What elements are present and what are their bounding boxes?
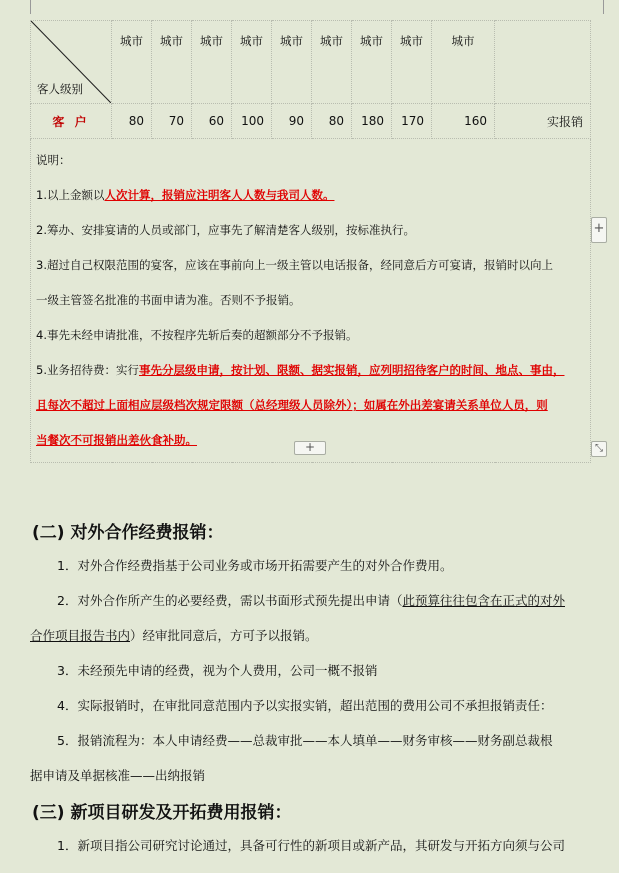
table-resize-handle[interactable]: ⤡ <box>591 441 607 457</box>
city-header[interactable]: 城市 <box>352 21 392 104</box>
add-column-button[interactable]: + <box>591 217 607 243</box>
section-2-item-5-line-1: 5．报销流程为：本人申请经费——总裁审批——本人填单——财务审核——财务副总裁根 <box>57 733 553 748</box>
section-2-item-2-c: 合作项目报告书内 <box>30 628 131 643</box>
section-2-item-2-line-1 <box>30 591 619 609</box>
section-3-heading: (三) 新项目研发及开拓费用报销： <box>32 803 292 823</box>
section-3-item-1: 1．新项目指公司研究讨论通过，具备可行性的新项目或新产品，其研发与开拓方向须与公司 <box>57 838 565 853</box>
amount-cell[interactable]: 90 <box>272 104 312 139</box>
amount-cell[interactable]: 160 <box>432 104 495 139</box>
empty-header-cell[interactable] <box>495 21 591 104</box>
customer-row <box>31 104 591 139</box>
note-2: 2.筹办、安排宴请的人员或部门，应事先了解清楚客人级别，按标准执行。 <box>36 223 415 237</box>
table-header-row <box>31 21 591 104</box>
amount-cell[interactable]: 80 <box>112 104 152 139</box>
note-1 <box>36 178 584 213</box>
diagonal-header-cell[interactable] <box>31 21 112 104</box>
section-2-item-1: 1．对外合作经费指基于公司业务或市场开拓需要产生的对外合作费用。 <box>57 558 453 573</box>
note-5-a: 5.业务招待费：实行 <box>36 363 139 377</box>
note-5-line-2: 且每次不超过上面相应层级档次规定限额（总经理级人员除外）；如属在外出差宴请关系单位人员，则 <box>36 398 548 412</box>
city-header[interactable]: 城市 <box>272 21 312 104</box>
section-2-item-2-b: 此预算往往包含在正式的对外 <box>402 593 565 608</box>
section-2-item-3: 3．未经预先申请的经费，视为个人费用，公司一概不报销 <box>57 663 378 678</box>
add-row-button[interactable]: + <box>294 441 326 455</box>
city-header[interactable]: 城市 <box>192 21 232 104</box>
section-2-item-2-d: ）经审批同意后，方可予以报销。 <box>130 628 318 643</box>
city-header[interactable]: 城市 <box>112 21 152 104</box>
city-header[interactable]: 城市 <box>152 21 192 104</box>
city-header[interactable]: 城市 <box>312 21 352 104</box>
note-1-d: 报销应注明客人人数与我司人数 <box>161 188 323 202</box>
note-1-a: 1.以上金额以 <box>36 188 105 202</box>
section-2-item-2-line-2 <box>30 626 605 644</box>
section-2-item-4: 4．实际报销时，在审批同意范围内予以实报实销，超出范围的费用公司不承担报销责任： <box>57 698 553 713</box>
amount-cell[interactable]: 170 <box>392 104 432 139</box>
note-3-line-2: 一级主管签名批准的书面申请为准。否则不予报销。 <box>36 293 301 307</box>
note-3-line-1: 3.超过自己权限范围的宴客，应该在事前向上一级主管以电话报备，经同意后方可宴请，报销时以向上 <box>36 258 553 272</box>
notes-row <box>31 139 591 463</box>
section-2-item-2-a: 2．对外合作所产生的必要经费，需以书面形式预先提出申请（ <box>57 593 403 608</box>
reimburse-actual-cell[interactable]: 实报销 <box>495 104 591 139</box>
section-2-item-5-line-2: 据申请及单据核准——出纳报销 <box>30 768 206 783</box>
city-header[interactable]: 城市 <box>232 21 272 104</box>
note-1-b: 人次计算 <box>104 188 151 202</box>
note-1-e: 。 <box>322 188 335 202</box>
notes-title: 说明： <box>36 153 71 167</box>
section-2-heading: (二) 对外合作经费报销： <box>32 523 224 543</box>
note-5-b: 事先分层级申请，按计划、限额、据实报销，应列明招待客户的时间、地点、事由， <box>138 363 565 377</box>
note-5-line-1 <box>36 353 584 388</box>
amount-cell[interactable]: 100 <box>232 104 272 139</box>
guest-level-label: 客人级别 <box>37 82 83 96</box>
note-1-c: ， <box>150 188 162 202</box>
margin-corner-mark <box>603 0 612 14</box>
note-5-line-3: 当餐次不可报销出差伙食补助。 <box>36 433 197 447</box>
margin-corner-mark <box>30 0 39 14</box>
city-header[interactable]: 城市 <box>392 21 432 104</box>
note-4: 4.事先未经申请批准，不按程序先斩后奏的超额部分不予报销。 <box>36 328 358 342</box>
amount-cell[interactable]: 60 <box>192 104 232 139</box>
amount-cell[interactable]: 80 <box>312 104 352 139</box>
expense-standard-table <box>30 20 591 463</box>
customer-label[interactable]: 客 户 <box>31 104 112 139</box>
amount-cell[interactable]: 70 <box>152 104 192 139</box>
amount-cell[interactable]: 180 <box>352 104 392 139</box>
city-header[interactable]: 城市 <box>432 21 495 104</box>
notes-cell[interactable] <box>31 139 591 463</box>
